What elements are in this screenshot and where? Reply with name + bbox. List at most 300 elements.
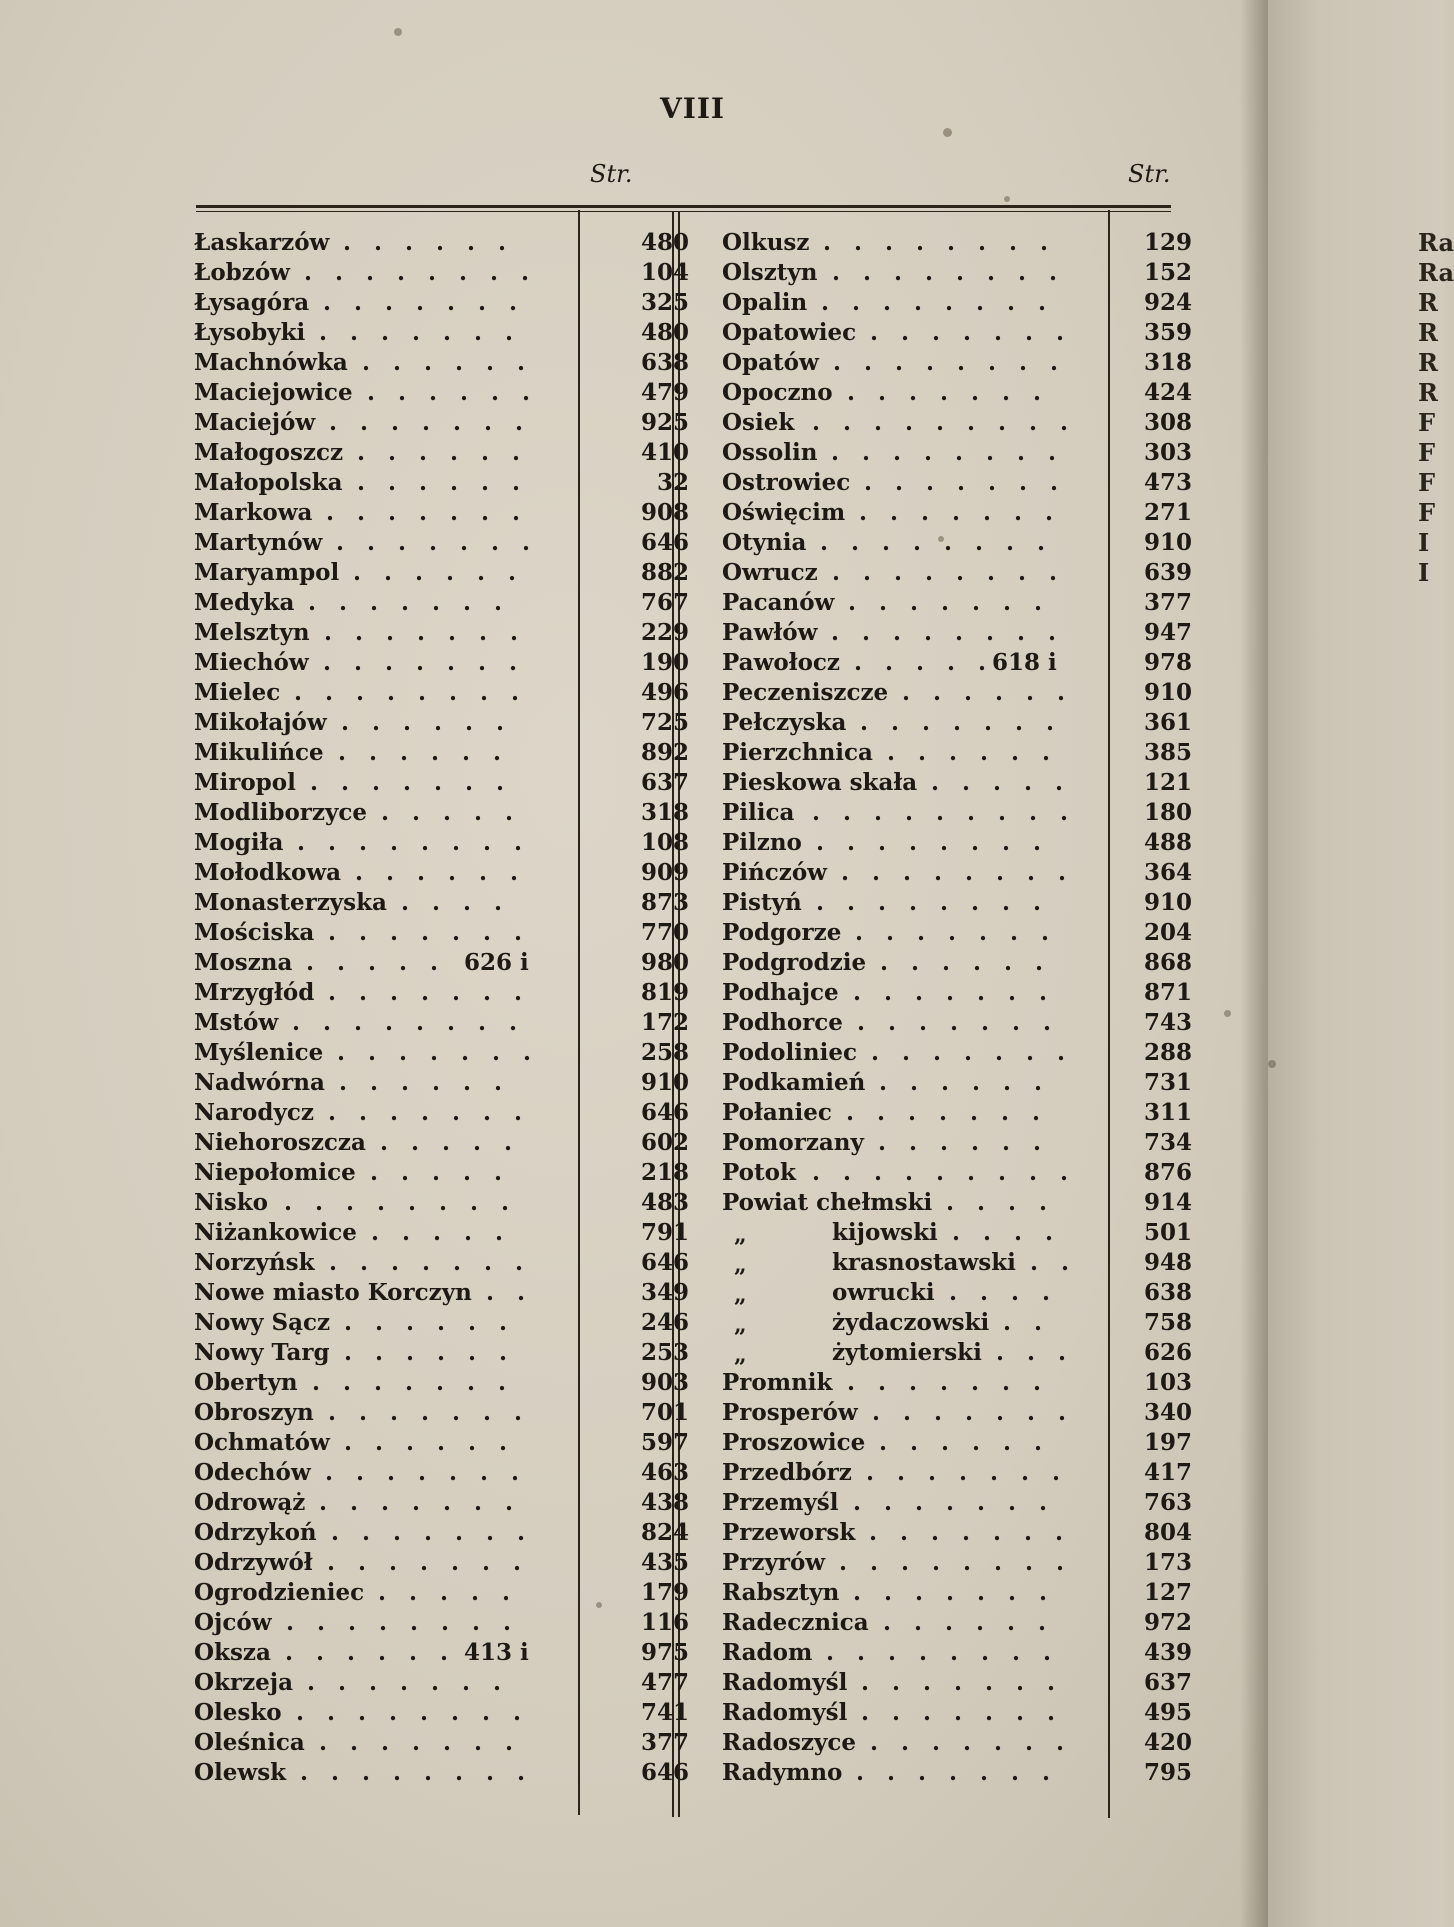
leader-dot: .: [325, 1459, 334, 1486]
leader-dot: .: [941, 1069, 950, 1096]
leader-dot: .: [832, 259, 841, 286]
paper-spot: [394, 28, 402, 36]
next-page-letter: F: [1418, 498, 1436, 527]
leader-dot: .: [994, 1729, 1003, 1756]
leader-dot: .: [523, 1039, 532, 1066]
index-entry: [194, 1578, 689, 1608]
entry-name: kijowski: [832, 1219, 938, 1246]
leader-dot: .: [422, 409, 431, 436]
ditto-mark: „: [734, 1222, 747, 1248]
entry-page-number: 914: [1143, 1189, 1192, 1216]
entry-page-number: 325: [640, 289, 689, 316]
leader-dot: .: [1002, 829, 1011, 856]
leader-dot: .: [478, 649, 487, 676]
leader-dot: .: [486, 1519, 495, 1546]
leader-dot: .: [399, 1039, 408, 1066]
leader-dot: .: [832, 559, 841, 586]
leader-dot: .: [863, 259, 872, 286]
index-entry: [722, 558, 1192, 588]
leader-dot: .: [976, 289, 985, 316]
leader-dot: .: [874, 409, 883, 436]
leader-dot: .: [378, 1579, 387, 1606]
leader-dot: .: [348, 1609, 357, 1636]
entry-name: Przyrów: [722, 1549, 826, 1576]
leader-dot: .: [984, 709, 993, 736]
entry-name: Narodycz: [194, 1099, 314, 1126]
leader-dot: .: [931, 1519, 940, 1546]
leader-dot: .: [921, 499, 930, 526]
index-entry: [194, 1218, 689, 1248]
leader-dot: .: [1055, 1519, 1064, 1546]
leader-dot: .: [956, 559, 965, 586]
leader-dot: .: [381, 799, 390, 826]
leader-dot: .: [390, 829, 399, 856]
entry-name: Myślenice: [194, 1039, 324, 1066]
leader-dot: .: [403, 709, 412, 736]
leader-dot: .: [972, 1069, 981, 1096]
leader-dot: .: [956, 259, 965, 286]
leader-dot: .: [933, 679, 942, 706]
leader-dot: .: [857, 1009, 866, 1036]
leader-dot: .: [419, 439, 428, 466]
entry-page-number: 734: [1143, 1129, 1192, 1156]
leader-dot: .: [393, 1759, 402, 1786]
leader-dot: .: [460, 529, 469, 556]
leader-dot: .: [1027, 1399, 1036, 1426]
leader-dot: .: [483, 1399, 492, 1426]
column-header-str-right: Str.: [1128, 160, 1171, 188]
leader-dot: .: [1042, 1279, 1051, 1306]
leader-dot: .: [841, 859, 850, 886]
entry-name: Nisko: [194, 1189, 268, 1216]
leader-dot: .: [384, 559, 393, 586]
leader-dot: .: [410, 1609, 419, 1636]
index-entry: [194, 1458, 689, 1488]
leader-dot: .: [517, 349, 526, 376]
leader-dot: .: [370, 589, 379, 616]
leader-dot: .: [411, 1129, 420, 1156]
index-entry: [722, 1158, 1192, 1188]
leader-dot: .: [297, 829, 306, 856]
leader-dot: .: [1011, 1279, 1020, 1306]
leader-dot: .: [511, 679, 520, 706]
leader-dot: .: [339, 1069, 348, 1096]
leader-dot: .: [366, 259, 375, 286]
leader-dot: .: [331, 1519, 340, 1546]
leader-dot: .: [463, 1159, 472, 1186]
leader-dot: .: [501, 1189, 510, 1216]
leader-dot: .: [916, 229, 925, 256]
leader-dot: .: [882, 529, 891, 556]
leader-dot: .: [975, 529, 984, 556]
next-page-letter: Ra: [1418, 258, 1454, 287]
index-entry: [194, 258, 689, 288]
leader-dot: .: [482, 1699, 491, 1726]
leader-dot: .: [415, 559, 424, 586]
leader-dot: .: [926, 349, 935, 376]
leader-dot: .: [522, 379, 531, 406]
next-page-letter: Ra: [1418, 228, 1454, 257]
entry-page-number: 480: [640, 229, 689, 256]
leader-dot: .: [481, 439, 490, 466]
index-entry: [722, 648, 1192, 678]
leader-dot: .: [400, 1669, 409, 1696]
leader-dot: .: [380, 1129, 389, 1156]
leader-dot: .: [451, 1699, 460, 1726]
entry-name: Markowa: [194, 499, 313, 526]
leader-dot: .: [877, 1099, 886, 1126]
leader-dot: .: [939, 1099, 948, 1126]
entry-page-number: 725: [640, 709, 689, 736]
leader-dot: .: [499, 1309, 508, 1336]
leader-dot: .: [949, 1759, 958, 1786]
leader-dot: .: [946, 1189, 955, 1216]
leader-dot: .: [390, 979, 399, 1006]
leader-dot: .: [481, 499, 490, 526]
leader-dot: .: [481, 469, 490, 496]
entry-name: Nowy Targ: [194, 1339, 330, 1366]
leader-dot: .: [452, 829, 461, 856]
leader-dot: .: [482, 1549, 491, 1576]
entry-page-number: 646: [640, 1249, 689, 1276]
leader-dot: .: [455, 1759, 464, 1786]
leader-dot: .: [965, 859, 974, 886]
entry-page-number: 32: [656, 469, 689, 496]
leader-dot: .: [977, 1579, 986, 1606]
index-entry: [722, 1218, 1192, 1248]
leader-dot: .: [346, 1189, 355, 1216]
leader-dot: .: [429, 529, 438, 556]
leader-dot: .: [381, 1729, 390, 1756]
leader-dot: .: [292, 1009, 301, 1036]
leader-dot: .: [424, 1519, 433, 1546]
leader-dot: .: [924, 439, 933, 466]
leader-dot: .: [418, 1459, 427, 1486]
leader-dot: .: [450, 439, 459, 466]
leader-dot: .: [1060, 799, 1069, 826]
leader-dot: .: [936, 409, 945, 436]
entry-name: Oksza: [194, 1639, 271, 1666]
index-entry: [194, 1428, 689, 1458]
leader-dot: .: [440, 1579, 449, 1606]
leader-dot: .: [916, 649, 925, 676]
leader-dot: .: [468, 1429, 477, 1456]
leader-dot: .: [887, 1759, 896, 1786]
entry-name: Odrowąż: [194, 1489, 306, 1516]
leader-dot: .: [816, 829, 825, 856]
leader-dot: .: [285, 1639, 294, 1666]
leader-dot: .: [870, 319, 879, 346]
leader-dot: .: [432, 589, 441, 616]
leader-dot: .: [1007, 1609, 1016, 1636]
index-entry: [194, 678, 689, 708]
entry-page-number: 646: [640, 529, 689, 556]
entry-name: Olkusz: [722, 229, 810, 256]
entry-page-number: 271: [1143, 499, 1192, 526]
leader-dot: .: [985, 1669, 994, 1696]
leader-dot: .: [871, 1039, 880, 1066]
leader-dot: .: [350, 1729, 359, 1756]
index-entry: [722, 1338, 1192, 1368]
entry-name: Odrzywół: [194, 1549, 313, 1576]
leader-dot: .: [986, 439, 995, 466]
leader-dot: .: [359, 829, 368, 856]
leader-dot: .: [976, 1609, 985, 1636]
leader-dot: .: [420, 1699, 429, 1726]
column-header-str-left: Str.: [590, 160, 633, 188]
leader-dot: .: [504, 1129, 513, 1156]
leader-dot: .: [910, 1069, 919, 1096]
leader-dot: .: [440, 1639, 449, 1666]
leader-dot: .: [1034, 1069, 1043, 1096]
leader-dot: .: [389, 1549, 398, 1576]
leader-dot: .: [420, 1549, 429, 1576]
leader-dot: .: [443, 319, 452, 346]
entry-page-number: 646: [640, 1099, 689, 1126]
leader-dot: .: [919, 1009, 928, 1036]
leader-dot: .: [855, 919, 864, 946]
index-entry: [722, 1458, 1192, 1488]
leader-dot: .: [988, 469, 997, 496]
index-entry: [722, 408, 1192, 438]
entry-page-number: 439: [1143, 1639, 1192, 1666]
leader-dot: .: [923, 1699, 932, 1726]
index-entry: [722, 798, 1192, 828]
leader-dot: .: [977, 979, 986, 1006]
leader-dot: .: [847, 829, 856, 856]
leader-dot: .: [306, 949, 315, 976]
leader-dot: .: [452, 979, 461, 1006]
leader-dot: .: [308, 589, 317, 616]
entry-name: Mrzygłód: [194, 979, 315, 1006]
leader-dot: .: [387, 1459, 396, 1486]
leader-dot: .: [1058, 1339, 1067, 1366]
entry-name: Mogiła: [194, 829, 284, 856]
leader-dot: .: [863, 559, 872, 586]
entry-page-number: 824: [640, 1519, 689, 1546]
leader-dot: .: [439, 1189, 448, 1216]
leader-dot: .: [405, 229, 414, 256]
leader-dot: .: [362, 1759, 371, 1786]
leader-dot: .: [1047, 1669, 1056, 1696]
leader-dot: .: [409, 1639, 418, 1666]
leader-dot: .: [432, 1159, 441, 1186]
entry-page-number: 116: [640, 1609, 689, 1636]
leader-dot: .: [918, 739, 927, 766]
leader-dot: .: [970, 1099, 979, 1126]
entry-name: Łaskarzów: [194, 229, 330, 256]
leader-dot: .: [421, 979, 430, 1006]
leader-dot: .: [864, 469, 873, 496]
leader-dot: .: [357, 439, 366, 466]
leader-dot: .: [371, 1219, 380, 1246]
leader-dot: .: [862, 619, 871, 646]
entry-name: Oświęcim: [722, 499, 846, 526]
index-entry: [722, 978, 1192, 1008]
leader-dot: .: [874, 1159, 883, 1186]
entry-page-number: 819: [640, 979, 689, 1006]
index-entry: [722, 948, 1192, 978]
entry-name: Proszowice: [722, 1429, 866, 1456]
entry-name: Owrucz: [722, 559, 818, 586]
leader-dot: .: [823, 229, 832, 256]
leader-dot: .: [468, 1309, 477, 1336]
leader-dot: .: [972, 589, 981, 616]
leader-dot: .: [1021, 1459, 1030, 1486]
leader-dot: .: [1037, 529, 1046, 556]
index-entry: [194, 888, 689, 918]
leader-dot: .: [385, 289, 394, 316]
leader-dot: .: [1048, 439, 1057, 466]
leader-dot: .: [372, 769, 381, 796]
entry-page-number: 743: [1143, 1009, 1192, 1036]
entry-page-number: 496: [640, 679, 689, 706]
leader-dot: .: [854, 229, 863, 256]
leader-dot: .: [341, 769, 350, 796]
leader-dot: .: [955, 619, 964, 646]
leader-dot: .: [1057, 679, 1066, 706]
leader-dot: .: [1040, 229, 1049, 256]
leader-dot: .: [1018, 559, 1027, 586]
leader-dot: .: [839, 1549, 848, 1576]
leader-dot: .: [1011, 739, 1020, 766]
entry-name: Osiek: [722, 409, 795, 436]
leader-dot: .: [326, 499, 335, 526]
entry-name: Ossolin: [722, 439, 818, 466]
leader-dot: .: [971, 829, 980, 856]
entry-page-number: 767: [640, 589, 689, 616]
entry-name: Ojców: [194, 1609, 272, 1636]
leader-dot: .: [381, 319, 390, 346]
leader-dot: .: [368, 949, 377, 976]
leader-dot: .: [812, 1159, 821, 1186]
leader-dot: .: [1034, 589, 1043, 616]
entry-extra-page: 626 i: [464, 949, 529, 976]
index-entry: [722, 1548, 1192, 1578]
leader-dot: .: [471, 1579, 480, 1606]
entry-page-number: 435: [640, 1549, 689, 1576]
leader-dot: .: [909, 379, 918, 406]
entry-page-number: 420: [1143, 1729, 1192, 1756]
leader-dot: .: [369, 1669, 378, 1696]
leader-dot: .: [397, 259, 406, 286]
leader-dot: .: [864, 349, 873, 376]
leader-dot: .: [859, 499, 868, 526]
leader-dot: .: [441, 1609, 450, 1636]
leader-dot: .: [443, 799, 452, 826]
leader-dot: .: [963, 1729, 972, 1756]
leader-dot: .: [940, 379, 949, 406]
leader-dot: .: [324, 619, 333, 646]
leader-dot: .: [1038, 289, 1047, 316]
leader-dot: .: [914, 1609, 923, 1636]
entry-page-number: 804: [1143, 1519, 1192, 1546]
leader-dot: .: [1024, 1519, 1033, 1546]
leader-dot: .: [419, 469, 428, 496]
leader-dot: .: [949, 739, 958, 766]
leader-dot: .: [406, 1429, 415, 1456]
leader-dot: .: [903, 1399, 912, 1426]
index-entry: [194, 1188, 689, 1218]
entry-page-number: 924: [1143, 289, 1192, 316]
leader-dot: .: [987, 259, 996, 286]
leader-dot: .: [1001, 1099, 1010, 1126]
index-entry: [722, 348, 1192, 378]
leader-dot: .: [448, 619, 457, 646]
leader-dot: .: [460, 379, 469, 406]
leader-dot: .: [437, 1339, 446, 1366]
leader-dot: .: [493, 739, 502, 766]
leader-dot: .: [885, 229, 894, 256]
leader-dot: .: [343, 1369, 352, 1396]
leader-dot: .: [953, 709, 962, 736]
leader-dot: .: [998, 409, 1007, 436]
leader-dot: .: [505, 319, 514, 346]
leader-dot: .: [861, 1669, 870, 1696]
leader-dot: .: [942, 949, 951, 976]
leader-dot: .: [315, 1189, 324, 1216]
entry-page-number: 349: [640, 1279, 689, 1306]
leader-dot: .: [885, 649, 894, 676]
leader-dot: .: [946, 1579, 955, 1606]
leader-dot: .: [508, 559, 517, 586]
index-entry: [722, 1038, 1192, 1068]
leader-dot: .: [360, 409, 369, 436]
entry-page-number: 479: [640, 379, 689, 406]
entry-name: Maryampol: [194, 559, 340, 586]
leader-dot: .: [335, 259, 344, 286]
leader-dot: .: [452, 919, 461, 946]
leader-dot: .: [514, 979, 523, 1006]
entry-name: Radomyśl: [722, 1669, 848, 1696]
entry-name: Opalin: [722, 289, 808, 316]
index-entry: [194, 1338, 689, 1368]
next-page-letter: I: [1418, 528, 1430, 557]
entry-page-number: 258: [640, 1039, 689, 1066]
leader-dot: .: [323, 289, 332, 316]
leader-dot: .: [390, 919, 399, 946]
leader-dot: .: [1017, 619, 1026, 646]
index-entry: [194, 828, 689, 858]
leader-dot: .: [1058, 1399, 1067, 1426]
leader-dot: .: [981, 1639, 990, 1666]
leader-dot: .: [1029, 799, 1038, 826]
leader-dot: .: [430, 1039, 439, 1066]
index-entry: [194, 1158, 689, 1188]
leader-dot: .: [911, 949, 920, 976]
leader-dot: .: [1043, 1639, 1052, 1666]
leader-dot: .: [422, 1249, 431, 1276]
leader-dot: .: [971, 1129, 980, 1156]
leader-dot: .: [492, 1039, 501, 1066]
leader-dot: .: [483, 919, 492, 946]
leader-dot: .: [940, 1129, 949, 1156]
leader-dot: .: [329, 1249, 338, 1276]
leader-dot: .: [994, 319, 1003, 346]
leader-dot: .: [1033, 379, 1042, 406]
entry-name: Prosperów: [722, 1399, 858, 1426]
leader-dot: .: [328, 1099, 337, 1126]
leader-dot: .: [494, 1069, 503, 1096]
index-entry: [722, 1728, 1192, 1758]
entry-name: Maciejowice: [194, 379, 353, 406]
leader-dot: .: [399, 949, 408, 976]
index-entry: [194, 378, 689, 408]
entry-name: Pomorzany: [722, 1129, 864, 1156]
leader-dot: .: [1012, 1009, 1021, 1036]
entry-name: Przemyśl: [722, 1489, 839, 1516]
leader-dot: .: [515, 1249, 524, 1276]
